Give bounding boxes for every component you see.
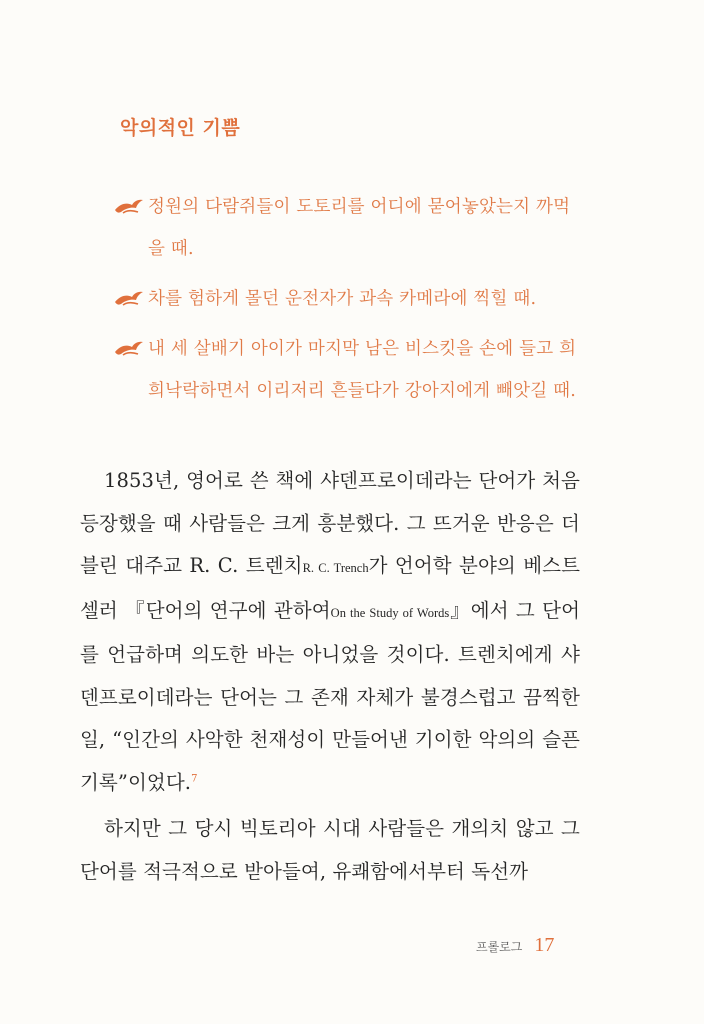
body-text [80,460,580,897]
page-number: 17 [534,934,555,956]
bullet-item [114,278,584,320]
bullet-text: 정원의 다람쥐들이 도토리를 어디에 묻어놓았는지 까먹을 때. [148,197,571,259]
paragraph [80,460,580,804]
paragraph-text: 가 언어학 분야의 베스트셀러 『단어의 연구에 관하여 [80,554,580,622]
bullet-item [114,328,584,412]
page-footer [476,934,554,957]
bird-fleuron-icon [114,340,144,358]
paragraph-text: 1853년, 영어로 쓴 책에 샤덴프로이데라는 단어가 처음 등장했을 때 사람들은 크게 흥분했다. 그 뜨거운 반응은 더블린 대주교 R. C. 트렌치 [80,469,580,577]
bullet-item [114,186,584,270]
bullet-text: 차를 험하게 몰던 운전자가 과속 카메라에 찍힐 때. [148,289,537,309]
footnote-marker: 7 [191,773,198,784]
running-head: 프롤로그 [476,940,523,954]
bird-fleuron-icon [114,198,144,216]
english-title: On the Study of Words [330,605,450,620]
paragraph-text: 』에서 그 단어를 언급하며 의도한 바는 아니었을 것이다. 트렌치에게 샤덴프로이데라는 단어는 그 존재 자체가 불경스럽고 끔찍한 일, “인간의 사악한 천재성이 만들어낸 기이한 악의의 슬픈 기록”이었다. [80,598,581,794]
bullet-text: 내 세 살배기 아이가 마지막 남은 비스킷을 손에 들고 희희낙락하면서 이리저리 흔들다가 강아지에게 빼앗길 때. [148,339,577,401]
english-name: R. C. Trench [302,561,369,575]
section-title: 악의적인 기쁨 [120,117,241,139]
bird-fleuron-icon [114,290,144,308]
bullet-list [114,186,584,420]
paragraph: 하지만 그 당시 빅토리아 시대 사람들은 개의치 않고 그 단어를 적극적으로 받아들여, 유쾌함에서부터 독선까 [80,817,580,883]
